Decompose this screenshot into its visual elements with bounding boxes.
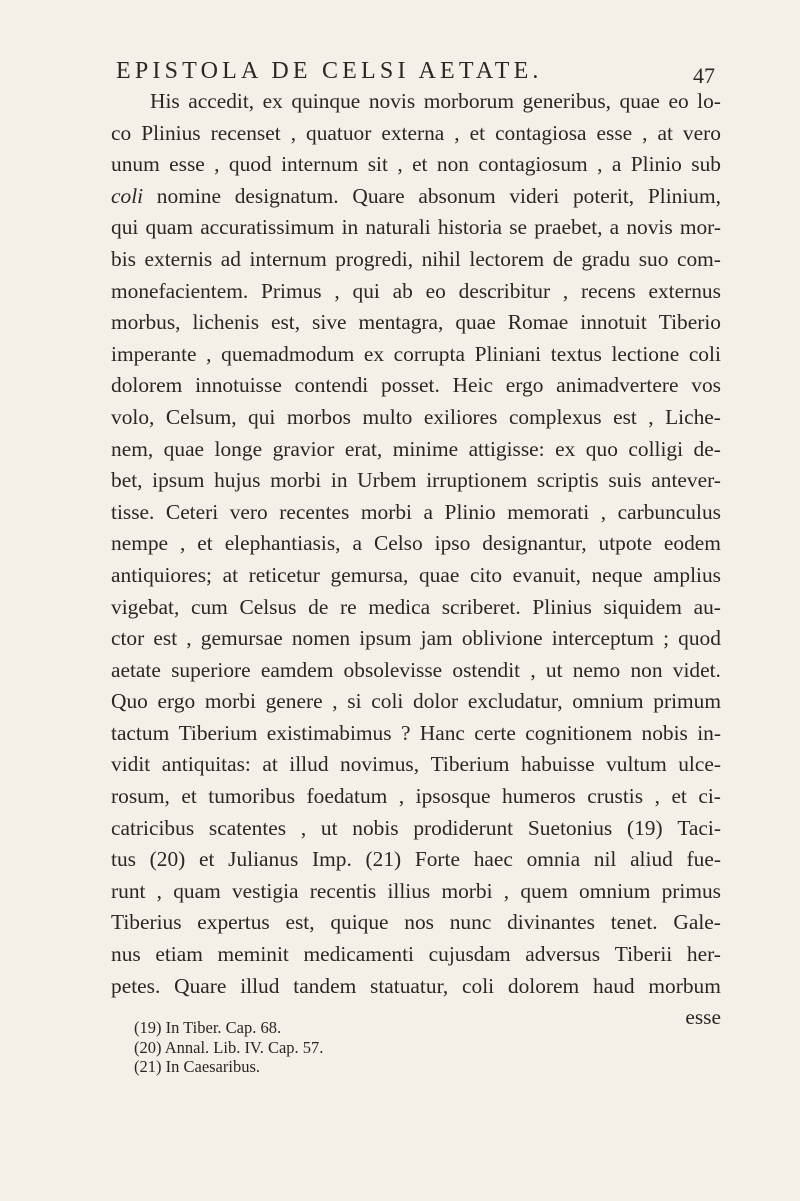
text-line: rosum, et tumoribus foedatum , ipsosque humeros crustis , et ci- bbox=[111, 784, 721, 809]
text-line: antiquiores; at reticetur gemursa, quae cito evanuit, neque amplius bbox=[111, 562, 721, 587]
body-text bbox=[111, 86, 721, 1034]
text-line: catricibus scatentes , ut nobis prodiderunt Suetonius (19) Taci- bbox=[111, 815, 721, 840]
footnote-21: (21) In Caesaribus. bbox=[134, 1057, 261, 1076]
text-line: tisse. Ceteri vero recentes morbi a Plinio memorati , carbunculus bbox=[111, 499, 721, 524]
text-line: runt , quam vestigia recentis illius morbi , quem omnium primus bbox=[111, 878, 721, 903]
text-line: coli nomine designatum. Quare absonum videri poterit, Plinium, bbox=[111, 183, 721, 208]
text-line: morbus, lichenis est, sive mentagra, quae Romae innotuit Tiberio bbox=[111, 310, 721, 335]
text-line: petes. Quare illud tandem statuatur, coli dolorem haud morbum bbox=[111, 973, 721, 998]
text-line: bet, ipsum hujus morbi in Urbem irruptionem scriptis suis antever- bbox=[111, 468, 721, 493]
text-line: monefacientem. Primus , qui ab eo describitur , recens externus bbox=[111, 278, 721, 303]
text-line: nus etiam meminit medicamenti cujusdam adversus Tiberii her- bbox=[111, 942, 721, 967]
text-line: volo, Celsum, qui morbos multo exiliores complexus est , Liche- bbox=[111, 404, 721, 429]
text-line: dolorem innotuisse contendi posset. Heic ergo animadvertere vos bbox=[111, 373, 721, 398]
text-line: esse bbox=[685, 1005, 721, 1030]
text-line: bis externis ad internum progredi, nihil lectorem de gradu suo com- bbox=[111, 246, 721, 271]
text-line: ctor est , gemursae nomen ipsum jam oblivione interceptum ; quod bbox=[111, 626, 721, 651]
page-number: 47 bbox=[693, 63, 715, 88]
running-head: EPISTOLA DE CELSI AETATE. bbox=[116, 58, 543, 84]
text-line: imperante , quemadmodum ex corrupta Pliniani textus lectione coli bbox=[111, 341, 721, 366]
text-line: tactum Tiberium existimabimus ? Hanc certe cognitionem nobis in- bbox=[111, 720, 721, 745]
text-line: tus (20) et Julianus Imp. (21) Forte haec omnia nil aliud fue- bbox=[111, 847, 721, 872]
text-line: vigebat, cum Celsus de re medica scriberet. Plinius siquidem au- bbox=[111, 594, 721, 619]
text-line: Tiberius expertus est, quique nos nunc divinantes tenet. Gale- bbox=[111, 910, 721, 935]
text-line: Quo ergo morbi genere , si coli dolor excludatur, omnium primum bbox=[111, 689, 721, 714]
footnote-19: (19) In Tiber. Cap. 68. bbox=[134, 1018, 282, 1037]
text-line: qui quam accuratissimum in naturali historia se praebet, a novis mor- bbox=[111, 215, 721, 240]
text-line: vidit antiquitas: at illud novimus, Tiberium habuisse vultum ulce- bbox=[111, 752, 721, 777]
footnote-20: (20) Annal. Lib. IV. Cap. 57. bbox=[134, 1037, 324, 1057]
text-line: His accedit, ex quinque novis morborum generibus, quae eo lo- bbox=[150, 89, 721, 113]
text-line: aetate superiore eamdem obsolevisse ostendit , ut nemo non videt. bbox=[111, 657, 721, 682]
text-line: co Plinius recenset , quatuor externa , et contagiosa esse , at vero bbox=[111, 120, 721, 145]
text-line: nempe , et elephantiasis, a Celso ipso designantur, utpote eodem bbox=[111, 531, 721, 556]
text-line: unum esse , quod internum sit , et non contagiosum , a Plinio sub bbox=[111, 152, 721, 177]
footnotes bbox=[134, 1018, 323, 1077]
text-line: nem, quae longe gravior erat, minime attigisse: ex quo colligi de- bbox=[111, 436, 721, 461]
